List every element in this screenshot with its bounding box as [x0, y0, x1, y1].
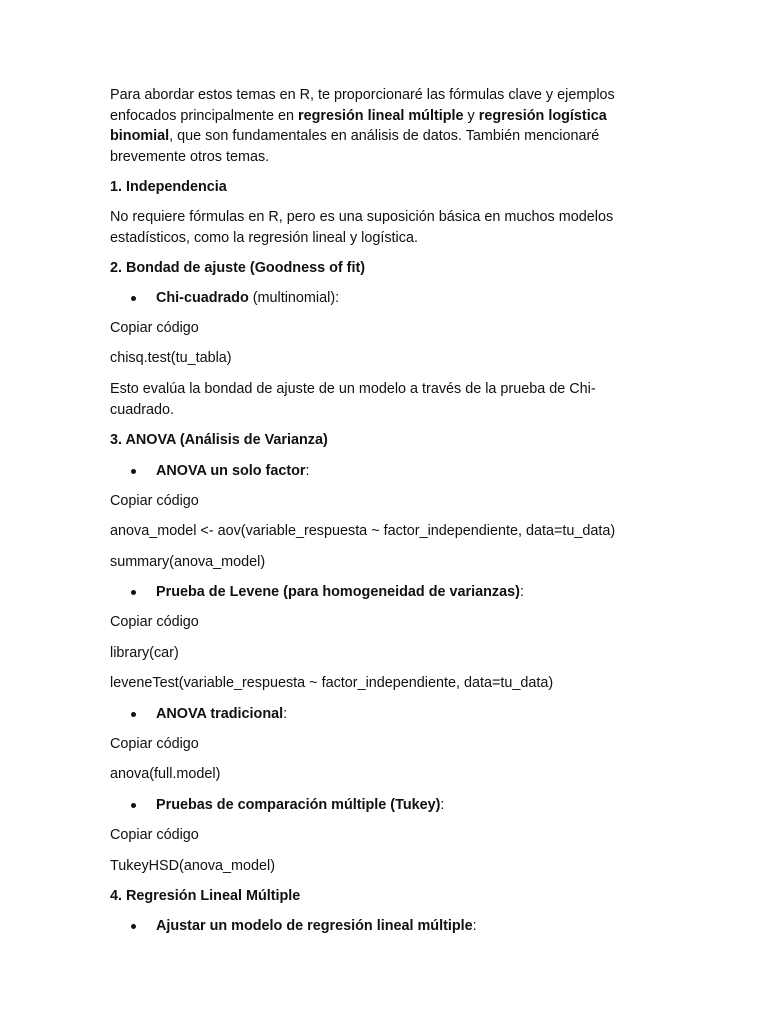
code-line: TukeyHSD(anova_model) — [110, 858, 276, 874]
intro-bold-2: regresión logística binomial — [110, 107, 607, 145]
bullet-dot — [131, 803, 136, 808]
bullet-tukey — [156, 795, 444, 816]
code-line: library(car) — [110, 645, 179, 661]
bullet-text: : — [305, 463, 310, 479]
code-line: anova(full.model) — [110, 766, 221, 782]
copy-code-label[interactable]: Copiar código — [110, 320, 199, 336]
bullet-regresion-lineal — [156, 916, 477, 937]
section-2-text: Esto evalúa la bondad de ajuste de un modelo a través de la prueba de Chi-cuadrado. — [110, 381, 596, 418]
section-4-heading: 4. Regresión Lineal Múltiple — [110, 888, 301, 904]
bullet-dot — [131, 469, 136, 474]
code-line: chisq.test(tu_tabla) — [110, 350, 232, 366]
code-line: anova_model <- aov(variable_respuesta ~ factor_independiente, data=tu_data) — [110, 523, 616, 539]
section-3-heading: 3. ANOVA (Análisis de Varianza) — [110, 432, 328, 448]
bullet-dot — [131, 296, 136, 301]
bullet-text: : — [519, 584, 524, 600]
bullet-dot — [131, 590, 136, 595]
intro-bold-1: regresión lineal múltiple — [298, 107, 464, 124]
bullet-bold: ANOVA tradicional — [156, 706, 284, 722]
section-2-heading: 2. Bondad de ajuste (Goodness of fit) — [110, 260, 366, 276]
copy-code-label[interactable]: Copiar código — [110, 736, 199, 752]
code-line: leveneTest(variable_respuesta ~ factor_independiente, data=tu_data) — [110, 675, 554, 691]
intro-text-1: Para abordar estos temas en R, te proporcionaré las fórmulas clave y ejemplos enfocados principalmente en — [110, 87, 615, 124]
copy-code-label[interactable]: Copiar código — [110, 614, 199, 630]
code-line: summary(anova_model) — [110, 554, 266, 570]
bullet-anova-tradicional — [156, 704, 287, 725]
intro-paragraph — [110, 85, 650, 167]
bullet-bold: Pruebas de comparación múltiple (Tukey) — [156, 797, 441, 813]
bullet-bold: Chi-cuadrado — [156, 290, 249, 306]
section-1-heading: 1. Independencia — [110, 179, 227, 195]
bullet-text: (multinomial): — [248, 290, 340, 306]
bullet-text: : — [283, 706, 288, 722]
bullet-dot — [131, 712, 136, 717]
bullet-bold: Prueba de Levene (para homogeneidad de varianzas) — [156, 584, 520, 600]
bullet-anova-un-factor — [156, 461, 310, 482]
section-1-text: No requiere fórmulas en R, pero es una suposición básica en muchos modelos estadísticos, como la regresión lineal y logística. — [110, 209, 614, 246]
copy-code-label[interactable]: Copiar código — [110, 827, 199, 843]
copy-code-label[interactable]: Copiar código — [110, 493, 199, 509]
bullet-bold: ANOVA un solo factor — [156, 463, 306, 479]
bullet-levene — [156, 582, 524, 603]
bullet-text: : — [472, 918, 477, 934]
bullet-bold: Ajustar un modelo de regresión lineal múltiple — [156, 918, 473, 934]
intro-text-2: y — [463, 107, 479, 124]
bullet-dot — [131, 924, 136, 929]
bullet-text: : — [440, 797, 445, 813]
intro-text-3: , que son fundamentales en análisis de datos. También mencionaré brevemente otros temas. — [110, 128, 600, 165]
bullet-chi-cuadrado — [156, 288, 339, 309]
